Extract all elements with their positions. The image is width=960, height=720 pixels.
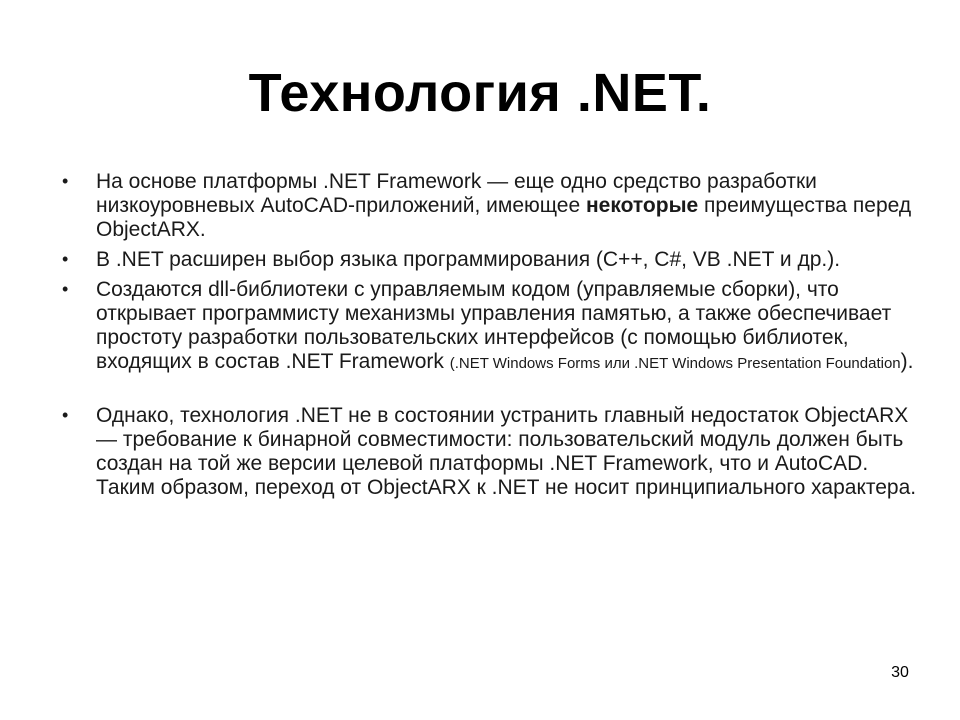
bullet-text: ). xyxy=(900,350,914,373)
bullet-marker: • xyxy=(62,249,69,269)
bullet-list xyxy=(62,170,922,500)
bullet-item-4 xyxy=(62,404,922,500)
bullet-item-1 xyxy=(62,170,922,242)
bold-text: некоторые xyxy=(586,194,699,217)
bullet-text: Однако, технология .NET не в состоянии устранить главный недостаток ObjectARX — требование к бинарной совместимости: пользовательский модуль должен быть создан на той же версии целевой платформы .NET Framework, что и AutoCAD. Таким образом, переход от ObjectARX к .NET не носит принципиального характера. xyxy=(96,404,917,499)
bullet-item-3 xyxy=(62,278,922,376)
bullet-text: Создаются dll-библиотеки с управляемым кодом (управляемые сборки), что открывает программисту механизмы управления памятью, а также обеспечивает простоту разработки пользовательских интерфейсов (с помощью библиотек, входящих в состав .NET Framework xyxy=(96,278,892,373)
bullet-text: На основе платформы .NET Framework — еще одно средство разработки низкоуровневых AutoCAD-приложений, имеющее xyxy=(96,170,817,217)
page-number: 30 xyxy=(891,664,909,681)
bullet-item-2 xyxy=(62,248,922,272)
slide-title: Технология .NET. xyxy=(248,63,712,123)
bullet-text: преимущества перед ObjectARX. xyxy=(96,194,912,241)
bullet-marker: • xyxy=(62,171,69,191)
bullet-marker: • xyxy=(62,279,69,299)
bullet-marker: • xyxy=(62,405,69,425)
bullet-text: В .NET расширен выбор языка программирования (C++, C#, VB .NET и др.). xyxy=(96,248,841,271)
small-text: (.NET Windows Forms или .NET Windows Presentation Foundation xyxy=(449,355,901,372)
